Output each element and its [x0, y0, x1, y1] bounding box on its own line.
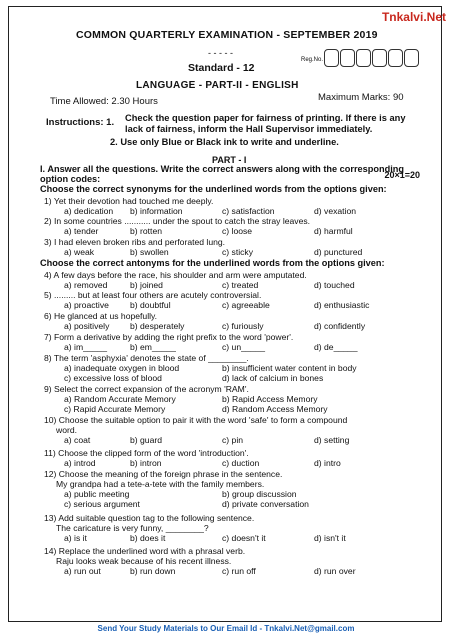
option-10-a: a) coat [64, 435, 91, 445]
option-1-c: c) satisfaction [222, 206, 275, 216]
option-11-d: d) intro [314, 458, 341, 468]
question-3: 3) I had eleven broken ribs and perforated lung. [44, 237, 226, 247]
antonyms-heading: Choose the correct antonyms for the underlined words from the options given: [40, 258, 385, 268]
question-10: 10) Choose the suitable option to pair it with the word 'safe' to form a compound [44, 415, 348, 425]
question-14-line2: Raju looks weak because of his recent illness. [56, 556, 232, 566]
option-8-c: c) excessive loss of blood [64, 373, 162, 383]
option-7-d: d) de_____ [314, 342, 358, 352]
option-7-b: b) em_____ [130, 342, 176, 352]
option-2-b: b) rotten [130, 226, 163, 236]
option-11-b: b) intron [130, 458, 162, 468]
option-12-b: b) group discussion [222, 489, 297, 499]
option-12-a: a) public meeting [64, 489, 130, 499]
question-1: 1) Yet their devotion had touched me deeply. [44, 196, 214, 206]
part-instruction: I. Answer all the questions. Write the correct answers along with the corresponding option codes: [40, 164, 404, 184]
option-7-a: a) im_____ [64, 342, 107, 352]
option-4-a: a) removed [64, 280, 108, 290]
question-4: 4) A few days before the race, his shoulder and arm were amputated. [44, 270, 307, 280]
option-2-a: a) tender [64, 226, 99, 236]
option-11-a: a) introd [64, 458, 96, 468]
question-13-line2: The caricature is very funny, ________? [56, 523, 209, 533]
question-10-line2: word. [56, 425, 78, 435]
option-2-c: c) loose [222, 226, 253, 236]
part-heading: PART - I [212, 155, 247, 165]
option-4-d: d) touched [314, 280, 355, 290]
option-14-b: b) run down [130, 566, 176, 576]
exam-title: COMMON QUARTERLY EXAMINATION - SEPTEMBER 2019 [76, 29, 378, 41]
reg-box[interactable] [324, 49, 339, 67]
option-3-a: a) weak [64, 247, 95, 257]
option-5-b: b) doubtful [130, 300, 171, 310]
option-8-b: b) insufficient water content in body [222, 363, 357, 373]
option-10-b: b) guard [130, 435, 163, 445]
question-14: 14) Replace the underlined word with a phrasal verb. [44, 546, 246, 556]
title-dashes: - - - - - [208, 48, 233, 58]
site-logo[interactable]: Tnkalvi.Net [381, 10, 446, 24]
reg-no-label: Reg.No. [301, 57, 324, 63]
option-5-a: a) proactive [64, 300, 109, 310]
option-4-b: b) joined [130, 280, 163, 290]
question-13: 13) Add suitable question tag to the following sentence. [44, 513, 255, 523]
option-1-b: b) information [130, 206, 183, 216]
option-5-d: d) enthusiastic [314, 300, 370, 310]
question-2: 2) In some countries ........... under the spout to catch the stray leaves. [44, 216, 311, 226]
footer-note[interactable]: Send Your Study Materials to Our Email Id - Tnkalvi.Net@gmail.com [97, 624, 355, 633]
question-12-line2: My grandpa had a tete-a-tete with the family members. [56, 479, 265, 489]
instructions-label: Instructions: 1. [46, 117, 115, 128]
option-12-c: c) serious argument [64, 499, 140, 509]
option-14-d: d) run over [314, 566, 356, 576]
reg-no-boxes[interactable] [324, 49, 420, 67]
reg-box[interactable] [404, 49, 419, 67]
question-9: 9) Select the correct expansion of the acronym 'RAM'. [44, 384, 249, 394]
option-13-c: c) doesn't it [222, 533, 266, 543]
reg-box[interactable] [340, 49, 355, 67]
option-9-b: b) Rapid Access Memory [222, 394, 318, 404]
option-12-d: d) private conversation [222, 499, 309, 509]
option-8-a: a) inadequate oxygen in blood [64, 363, 180, 373]
reg-box[interactable] [372, 49, 387, 67]
question-6: 6) He glanced at us hopefully. [44, 311, 158, 321]
maximum-marks: Maximum Marks: 90 [318, 92, 404, 103]
question-12: 12) Choose the meaning of the foreign phrase in the sentence. [44, 469, 283, 479]
option-10-c: c) pin [222, 435, 244, 445]
option-8-d: d) lack of calcium in bones [222, 373, 324, 383]
option-3-d: d) punctured [314, 247, 363, 257]
option-10-d: d) setting [314, 435, 350, 445]
option-1-a: a) dedication [64, 206, 114, 216]
subject-label: LANGUAGE - PART-II - ENGLISH [136, 80, 299, 91]
option-9-a: a) Random Accurate Memory [64, 394, 176, 404]
question-8: 8) The term 'asphyxia' denotes the state of ________. [44, 353, 249, 363]
reg-box[interactable] [388, 49, 403, 67]
option-14-c: c) run off [222, 566, 256, 576]
option-3-b: b) swollen [130, 247, 169, 257]
option-13-d: d) isn't it [314, 533, 346, 543]
option-2-d: d) harmful [314, 226, 353, 236]
option-14-a: a) run out [64, 566, 101, 576]
instruction-2: 2. Use only Blue or Black ink to write and underline. [110, 137, 339, 147]
option-4-c: c) treated [222, 280, 259, 290]
option-9-d: d) Random Access Memory [222, 404, 328, 414]
option-6-c: c) furiously [222, 321, 264, 331]
option-11-c: c) duction [222, 458, 260, 468]
time-allowed: Time Allowed: 2.30 Hours [50, 96, 158, 107]
question-5: 5) ......... but at least four others are acutely controversial. [44, 290, 262, 300]
option-1-d: d) vexation [314, 206, 357, 216]
option-13-a: a) is it [64, 533, 87, 543]
part-marks: 20×1=20 [384, 170, 420, 180]
option-9-c: c) Rapid Accurate Memory [64, 404, 166, 414]
question-7: 7) Form a derivative by adding the right prefix to the word 'power'. [44, 332, 294, 342]
option-3-c: c) sticky [222, 247, 254, 257]
option-7-c: c) un_____ [222, 342, 266, 352]
instruction-1: Check the question paper for fairness of printing. If there is any lack of fairness, inform the Hall Supervisor immediately. [125, 113, 406, 134]
reg-box[interactable] [356, 49, 371, 67]
option-6-a: a) positively [64, 321, 110, 331]
option-6-d: d) confidently [314, 321, 366, 331]
option-5-c: c) agreeable [222, 300, 270, 310]
standard-label: Standard - 12 [188, 62, 255, 74]
synonyms-heading: Choose the correct synonyms for the underlined words from the options given: [40, 184, 387, 194]
option-6-b: b) desperately [130, 321, 185, 331]
option-13-b: b) does it [130, 533, 166, 543]
question-11: 11) Choose the clipped form of the word 'introduction'. [44, 448, 249, 458]
